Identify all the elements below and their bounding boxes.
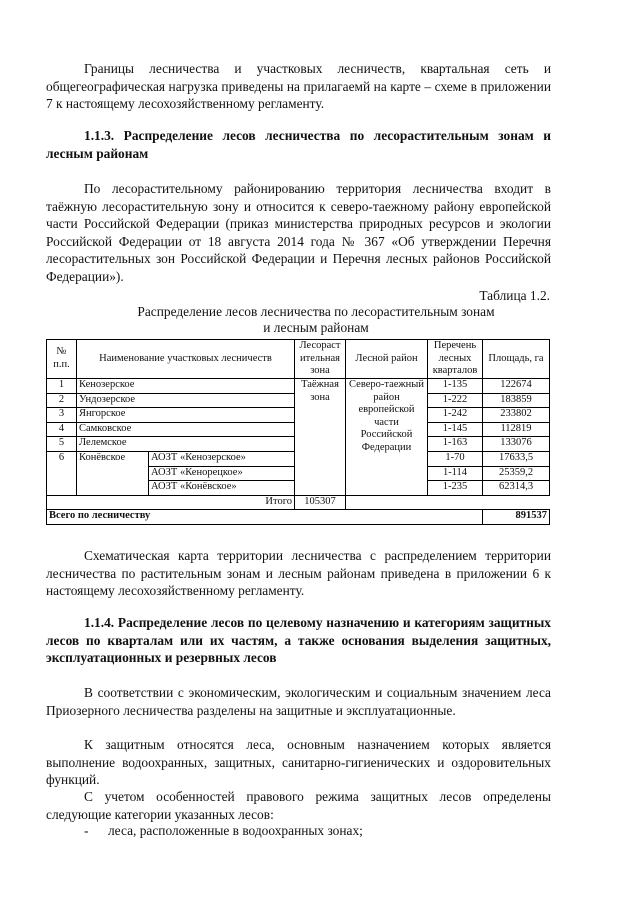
- row-num: 4: [47, 422, 77, 437]
- row-name: Янгорское: [77, 408, 295, 423]
- row-quarters: 1-242: [428, 408, 483, 423]
- row-name: Кенозерское: [77, 379, 295, 394]
- table-row: [47, 379, 550, 394]
- row-area: 25359,2: [483, 466, 550, 481]
- row-quarters: 1-114: [428, 466, 483, 481]
- row-name: Лелемское: [77, 437, 295, 452]
- total-area: 891537: [483, 510, 550, 525]
- row-name: Самковское: [77, 422, 295, 437]
- table-caption-line2: и лесным районам: [263, 320, 369, 336]
- table-header-row: [47, 340, 550, 379]
- row-area: 233802: [483, 408, 550, 423]
- section-heading-1-1-4: 1.1.4. Распределение лесов по целевому назначению и категориям защитных лесов по кварталам или их частям, а также основания выделения защитных, эксплуатационных и резервных лесов: [46, 615, 551, 666]
- row-area: 133076: [483, 437, 550, 452]
- header-district: Лесной район: [346, 340, 428, 379]
- header-num: № п.п.: [47, 340, 77, 379]
- table-subtotal-row: [47, 495, 550, 510]
- row-quarters: 1-135: [428, 379, 483, 394]
- row-quarters: 1-145: [428, 422, 483, 437]
- row-quarters: 1-235: [428, 481, 483, 496]
- header-area: Площадь, га: [483, 340, 550, 379]
- forest-distribution-table: [46, 339, 550, 525]
- zone-cell: Таёжная зона: [295, 379, 346, 496]
- paragraph-map: Схематическая карта территории лесничества с распределением территории лесничества по растительным зонам и лесным районам приведена в приложении 6 к настоящему лесохозяйственному регламенту.: [46, 548, 551, 599]
- row-area: 62314,3: [483, 481, 550, 496]
- category-list: [84, 822, 363, 840]
- subtotal-label: Итого: [47, 495, 295, 510]
- section-heading-1-1-3: 1.1.3. Распределение лесов лесничества по лесорастительным зонам и лесным районам: [46, 128, 551, 161]
- header-quarters: Перечень лесных кварталов: [428, 340, 483, 379]
- table-total-row: [47, 510, 550, 525]
- row-num: 1: [47, 379, 77, 394]
- district-cell: Северо-таежный район европейской части Российской Федерации: [346, 379, 428, 496]
- subrow-name: АОЗТ «Кенозерское»: [149, 451, 295, 466]
- list-bullet: -: [84, 823, 89, 838]
- row-area: 17633,5: [483, 451, 550, 466]
- row-name: Конёвское: [77, 451, 149, 495]
- paragraph-zoning: По лесорастительному районированию территория лесничества входит в таёжную лесорастительную зону и относится к северо-таежному району европейской части Российской Федерации (приказ министерства природных ресурсов и экологии Российской Федерации от 18 августа 2014 года № 367 «Об утверждении Перечня лесорастительных зон Российской Федерации и Перечня лесных районов Российской Федерации»).: [46, 181, 551, 284]
- row-quarters: 1-163: [428, 437, 483, 452]
- subrow-name: АОЗТ «Кенорецкое»: [149, 466, 295, 481]
- row-quarters: 1-70: [428, 451, 483, 466]
- row-num: 3: [47, 408, 77, 423]
- row-quarters: 1-222: [428, 393, 483, 408]
- total-label: Всего по лесничеству: [47, 510, 483, 525]
- header-name: Наименование участковых лесничеств: [77, 340, 295, 379]
- subrow-name: АОЗТ «Конёвское»: [149, 481, 295, 496]
- row-area: 183859: [483, 393, 550, 408]
- table-number-label: Таблица 1.2.: [479, 288, 550, 303]
- row-name: Ундозерское: [77, 393, 295, 408]
- row-num: 5: [47, 437, 77, 452]
- table-caption-line1: Распределение лесов лесничества по лесорастительным зонам: [137, 304, 495, 319]
- subtotal-area: 105307: [295, 495, 346, 510]
- paragraph-protective: К защитным относятся леса, основным назначением которых является выполнение водоохранных, защитных, санитарно-гигиенических и оздоровительных функций.: [46, 737, 551, 788]
- paragraph-categories: С учетом особенностей правового режима защитных лесов определены следующие категории указанных лесов:: [46, 789, 551, 822]
- table-caption: [46, 304, 586, 337]
- paragraph-borders: Границы лесничества и участковых лесничеств, квартальная сеть и общегеографическая нагрузка приведены на прилагаемй на карте – схеме в приложении 7 к настоящему лесохозяйственному регламенту.: [46, 61, 551, 112]
- row-num: 2: [47, 393, 77, 408]
- header-zone: Лесораст ительная зона: [295, 340, 346, 379]
- paragraph-division: В соответствии с экономическим, экологическим и социальным значением леса Приозерного лесничества разделены на защитные и эксплуатационные.: [46, 685, 551, 718]
- row-area: 112819: [483, 422, 550, 437]
- row-num: 6: [47, 451, 77, 495]
- row-area: 122674: [483, 379, 550, 394]
- list-item: леса, расположенные в водоохранных зонах;: [108, 823, 363, 838]
